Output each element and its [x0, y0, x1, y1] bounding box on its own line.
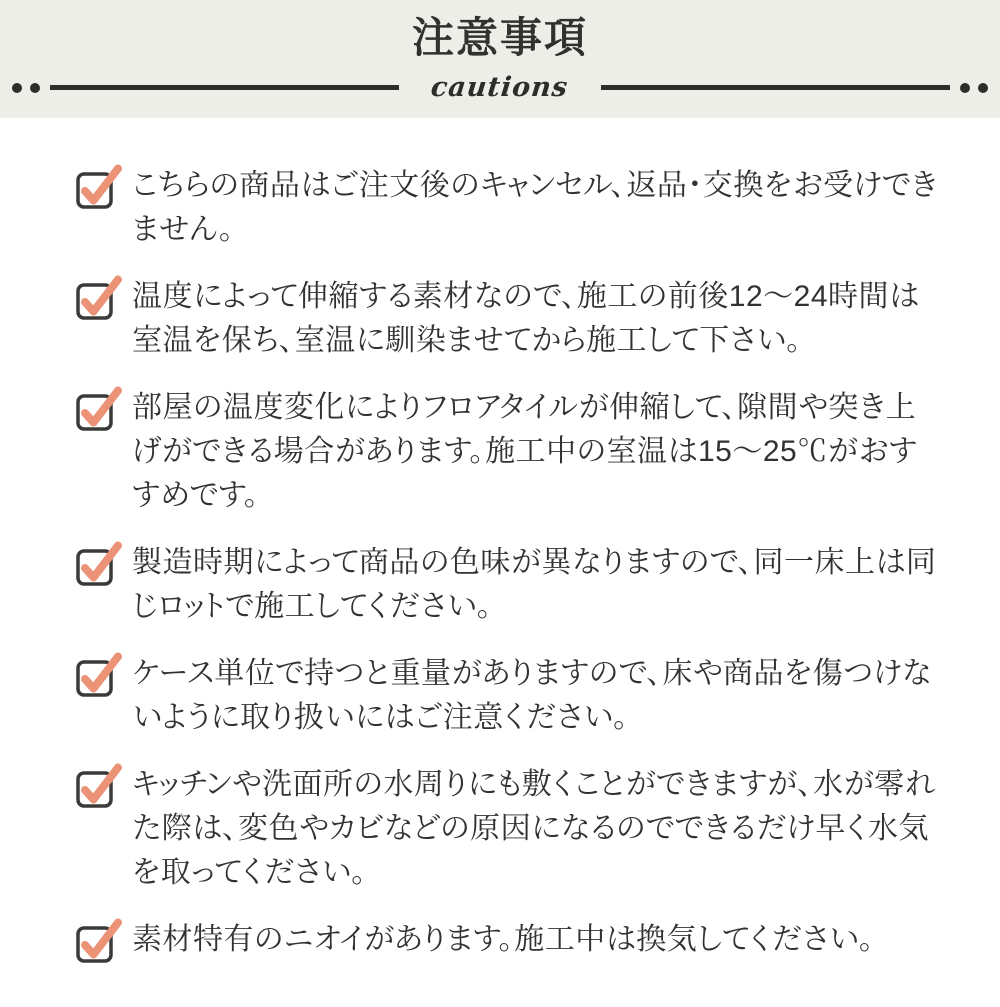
checked-checkbox-icon — [74, 541, 122, 587]
cautions-list — [0, 118, 1000, 1007]
caution-item — [74, 652, 938, 740]
divider-dot — [960, 83, 970, 93]
checked-checkbox-icon — [74, 386, 122, 432]
divider-dot — [30, 83, 40, 93]
header-subtitle: cautions — [429, 72, 571, 104]
caution-text: 製造時期によって商品の色味が異なりますので、同一床上は同じロットで施工してください。 — [132, 546, 937, 623]
divider-line — [601, 85, 950, 90]
header — [0, 0, 1000, 118]
checked-checkbox-icon — [74, 918, 122, 964]
caution-text: 温度によって伸縮する素材なので、施工の前後12〜24時間は室温を保ち、室温に馴染ませてから施工して下さい。 — [132, 280, 920, 357]
page-title: 注意事項 — [411, 14, 588, 61]
caution-item — [74, 275, 938, 363]
header-divider — [0, 72, 1000, 104]
caution-text: こちらの商品はご注文後のキャンセル、返品・交換をお受けできません。 — [132, 169, 938, 246]
checked-checkbox-icon — [74, 164, 122, 210]
divider-dot — [978, 83, 988, 93]
caution-item — [74, 164, 938, 252]
caution-item — [74, 763, 938, 895]
checked-checkbox-icon — [74, 275, 122, 321]
divider-dot — [12, 83, 22, 93]
caution-text: ケース単位で持つと重量がありますので、床や商品を傷つけないように取り扱いにはご注意ください。 — [132, 657, 932, 734]
caution-text: キッチンや洗面所の水周りにも敷くことができますが、水が零れた際は、変色やカビなどの原因になるのでできるだけ早く水気を取ってください。 — [132, 768, 936, 889]
caution-item — [74, 541, 938, 629]
caution-text: 部屋の温度変化によりフロアタイルが伸縮して、隙間や突き上げができる場合があります。施工中の室温は15〜25℃がおすすめです。 — [132, 391, 917, 512]
checked-checkbox-icon — [74, 652, 122, 698]
checked-checkbox-icon — [74, 763, 122, 809]
caution-item — [74, 386, 938, 518]
caution-text: 素材特有のニオイがあります。施工中は換気してください。 — [132, 923, 875, 956]
caution-item — [74, 918, 938, 964]
divider-line — [50, 85, 399, 90]
